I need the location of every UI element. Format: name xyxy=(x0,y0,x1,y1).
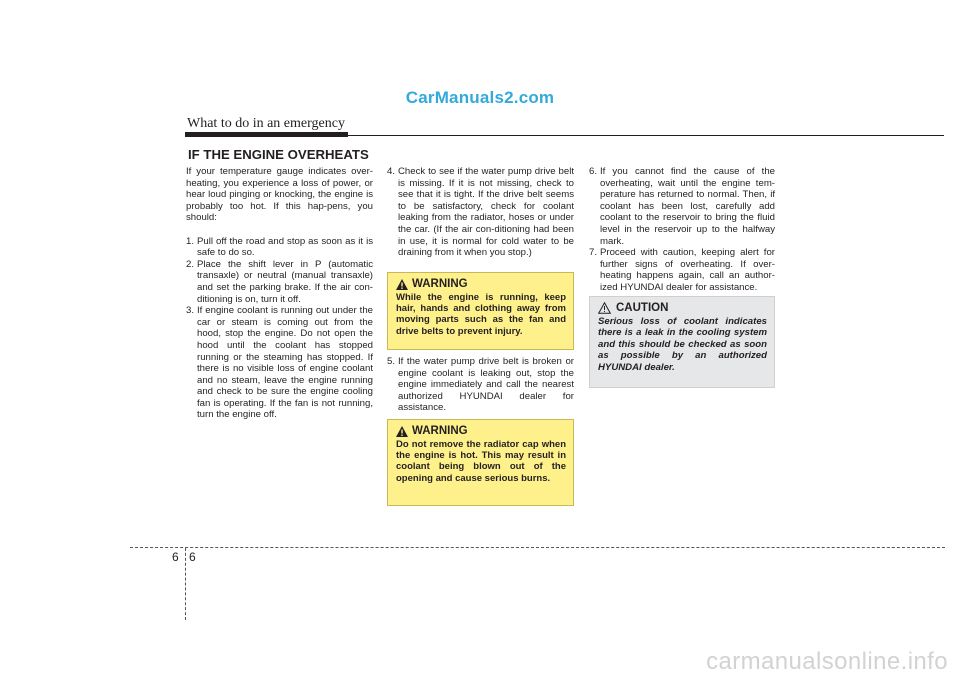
warning-title xyxy=(396,425,566,437)
step-text: Pull off the road and stop as soon as it is safe to do so. xyxy=(197,235,373,259)
warning-body: Do not remove the radiator cap when the engine is hot. This may result in coolant being blown out of the opening and cause serious burns. xyxy=(396,439,566,484)
warning-body: While the engine is running, keep hair, hands and clothing away from moving parts such as the fan and drive belts to prevent injury. xyxy=(396,292,566,337)
chapter-number: 6 xyxy=(172,550,179,564)
section-rule-thick xyxy=(185,132,348,137)
column-2-lower xyxy=(387,356,574,414)
footer-dashed-divider xyxy=(185,548,186,620)
caution-body: Serious loss of coolant indicates there is a leak in the cooling system and this should be checked as soon as possible by an authorized HYUNDAI dealer. xyxy=(598,316,767,373)
warning-title xyxy=(396,278,566,290)
step-text: If engine coolant is running out under the car or steam is coming out from the hood, stop the engine. Do not open the hood until the coolant has stopped running or the steaming has stopped. If there is no visible loss of engine coolant and no steam, leave the engine running and check to be sure the engine cooling fan is operating. If the fan is not running, turn the engine off. xyxy=(197,305,373,421)
watermark-carmanuals2[interactable]: CarManuals2.com xyxy=(405,88,555,107)
step-number: 4. xyxy=(387,166,396,177)
warning-box-moving-parts xyxy=(387,272,574,350)
step-number: 6. xyxy=(589,166,598,177)
footer-dashed-rule xyxy=(130,547,945,548)
caution-title xyxy=(598,302,767,314)
step-item-7 xyxy=(589,247,775,293)
step-text: If you cannot find the cause of the overheating, wait until the engine tem-perature has returned to normal. Then, if coolant has been lost, carefully add coolant to the reservoir to bring the fluid level in the reservoir up to the halfway mark. xyxy=(600,166,775,247)
warning-icon xyxy=(396,426,408,437)
step-number: 7. xyxy=(589,247,598,259)
step-item-3 xyxy=(186,305,373,421)
step-text: Place the shift lever in P (automatic transaxle) or neutral (manual transaxle) and set the parking brake. If the air con-ditioning is on, turn it off. xyxy=(197,258,373,305)
caution-title-text: CAUTION xyxy=(616,302,669,314)
step-text: Check to see if the water pump drive belt is missing. If it is not missing, check to see that it is tight. If the drive belt seems to be satisfactory, check for coolant leaking from the radiator, hoses or under the car. (If the air con-ditioning had been in use, it is normal for cold water to be draining from it when you stop.) xyxy=(398,166,574,259)
step-text: If the water pump drive belt is broken or engine coolant is leaking out, stop the engine immediately and call the nearest authorized HYUNDAI dealer for assistance. xyxy=(398,356,574,414)
step-item-6 xyxy=(589,166,775,247)
caution-box-coolant-leak xyxy=(589,296,775,388)
step-number: 2. xyxy=(186,258,195,270)
column-2 xyxy=(387,166,574,259)
section-rule-thin xyxy=(348,135,944,136)
warning-title-text: WARNING xyxy=(412,278,468,290)
page-heading: IF THE ENGINE OVERHEATS xyxy=(188,147,369,162)
warning-icon xyxy=(396,279,408,290)
step-item-2 xyxy=(186,259,373,305)
step-number: 5. xyxy=(387,356,396,367)
step-number: 1. xyxy=(186,235,195,247)
caution-icon xyxy=(598,302,611,314)
step-text: Proceed with caution, keeping alert for further signs of overheating. If over-heating happens again, call an author-ized HYUNDAI dealer for assistance. xyxy=(600,247,775,293)
column-3 xyxy=(589,166,775,294)
watermark-carmanualsonline[interactable]: carmanualsonline.info xyxy=(706,648,948,675)
step-item-5 xyxy=(387,356,574,414)
step-item-1 xyxy=(186,236,373,259)
warning-title-text: WARNING xyxy=(412,425,468,437)
step-number: 3. xyxy=(186,305,195,317)
page-number: 6 xyxy=(189,550,196,564)
column-1 xyxy=(186,166,373,421)
warning-box-radiator-cap xyxy=(387,419,574,506)
step-item-4 xyxy=(387,166,574,259)
section-label: What to do in an emergency xyxy=(187,116,345,131)
intro-paragraph: If your temperature gauge indicates over-heating, you experience a loss of power, or hear loud pinging or knocking, the engine is probably too hot. If this hap-pens, you should: xyxy=(186,166,373,224)
